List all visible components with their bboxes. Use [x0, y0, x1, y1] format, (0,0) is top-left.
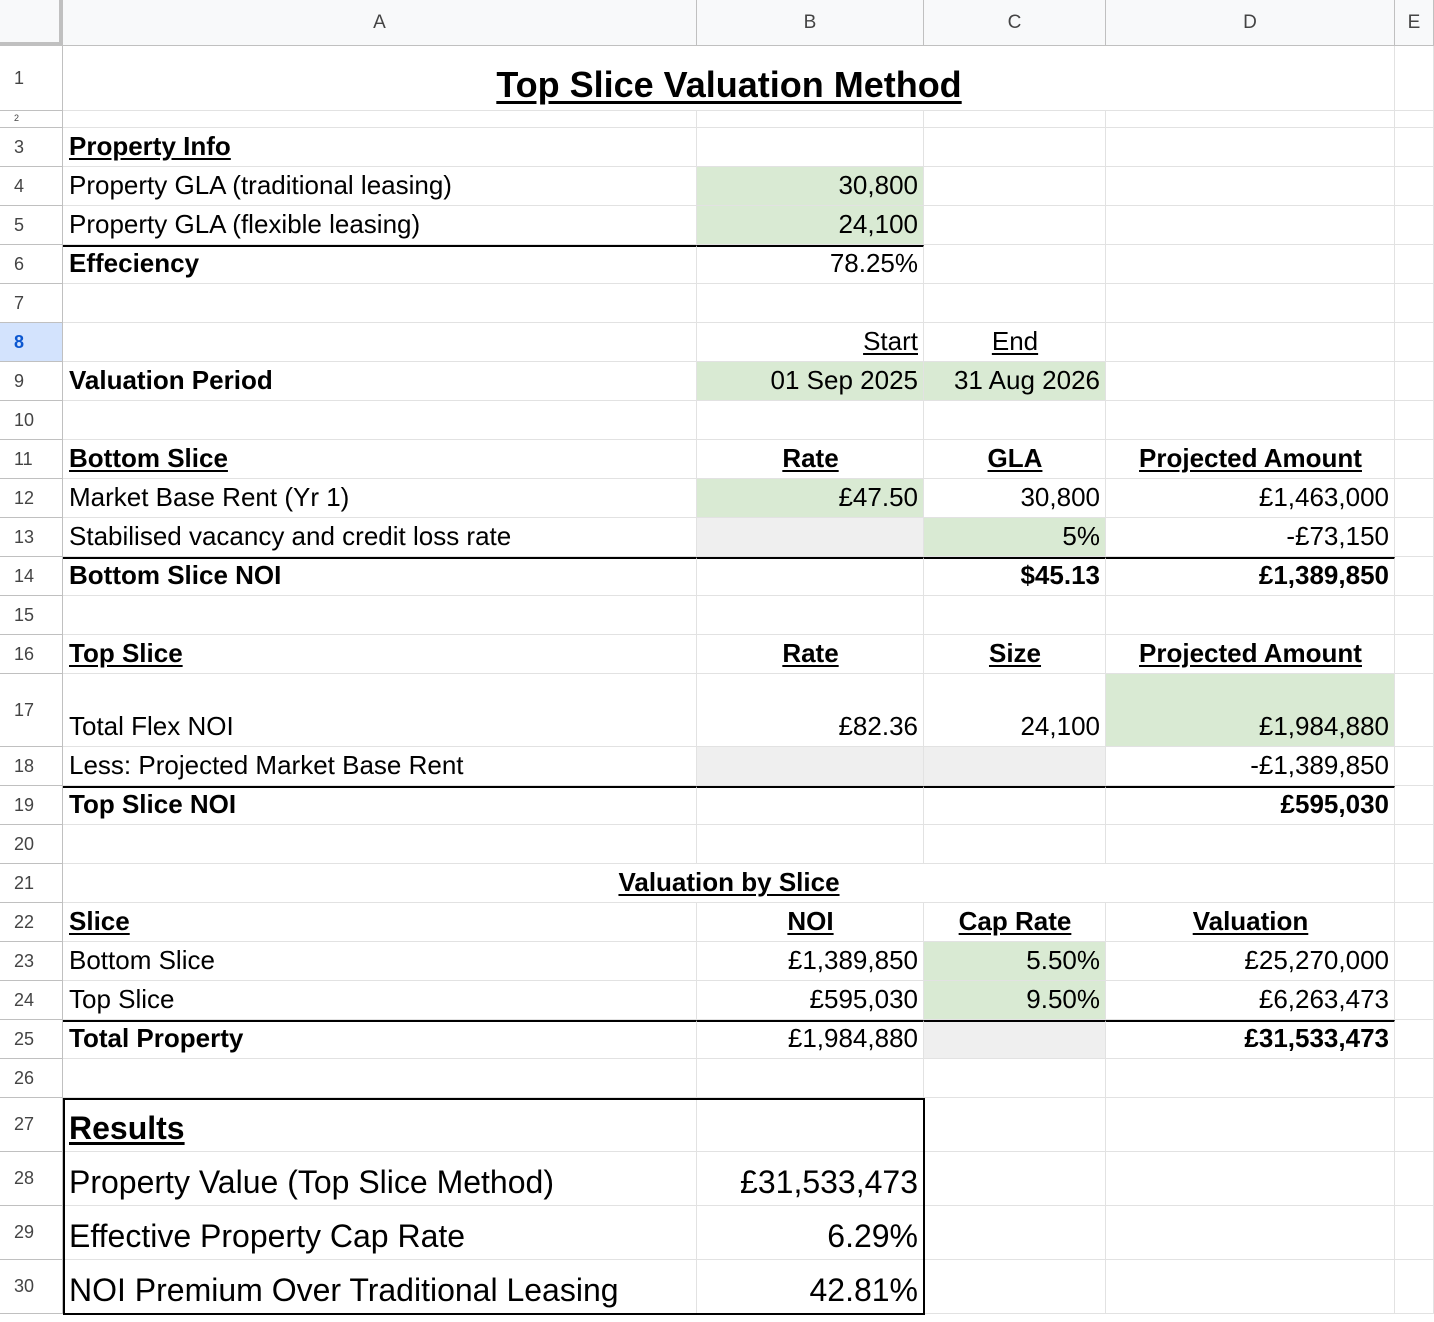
cell-e20[interactable]: [1395, 825, 1434, 864]
cell-d7[interactable]: [1106, 284, 1395, 323]
cell-e8[interactable]: [1395, 323, 1434, 362]
bottom-slice-heading[interactable]: Bottom Slice: [63, 440, 697, 479]
cell-e11[interactable]: [1395, 440, 1434, 479]
gla-traditional-label[interactable]: Property GLA (traditional leasing): [63, 167, 697, 206]
total-property-valuation[interactable]: £31,533,473: [1106, 1020, 1395, 1059]
row-header-10[interactable]: 10: [0, 401, 63, 440]
cell-e25[interactable]: [1395, 1020, 1434, 1059]
cell-a8[interactable]: [63, 323, 697, 362]
efficiency-value[interactable]: 78.25%: [697, 245, 924, 284]
top-size-header[interactable]: Size: [924, 635, 1106, 674]
cell-d15[interactable]: [1106, 596, 1395, 635]
market-rent-gla[interactable]: 30,800: [924, 479, 1106, 518]
gla-flexible-input[interactable]: 24,100: [697, 206, 924, 245]
total-cap-empty[interactable]: [924, 1020, 1106, 1059]
valuation-by-slice-heading[interactable]: Valuation by Slice: [63, 864, 1395, 903]
cell-d20[interactable]: [1106, 825, 1395, 864]
cell-e30[interactable]: [1395, 1260, 1434, 1314]
cell-e17[interactable]: [1395, 674, 1434, 747]
cell-e6[interactable]: [1395, 245, 1434, 284]
less-empty-rate[interactable]: [697, 747, 924, 786]
top-noi-empty-c[interactable]: [924, 786, 1106, 825]
cell-c30[interactable]: [924, 1260, 1106, 1314]
cell-e4[interactable]: [1395, 167, 1434, 206]
cell-a10[interactable]: [63, 401, 697, 440]
property-value-label[interactable]: Property Value (Top Slice Method): [63, 1152, 697, 1206]
slice-header[interactable]: Slice: [63, 903, 697, 942]
column-header-a[interactable]: A: [63, 0, 697, 46]
column-header-e[interactable]: E: [1395, 0, 1434, 46]
row-header-20[interactable]: 20: [0, 825, 63, 864]
row-header-23[interactable]: 23: [0, 942, 63, 981]
flex-noi-label[interactable]: Total Flex NOI: [63, 674, 697, 747]
row-header-14[interactable]: 14: [0, 557, 63, 596]
cell-a26[interactable]: [63, 1059, 697, 1098]
end-header[interactable]: End: [924, 323, 1106, 362]
cell-e7[interactable]: [1395, 284, 1434, 323]
row-header-9[interactable]: 9: [0, 362, 63, 401]
column-header-d[interactable]: D: [1106, 0, 1395, 46]
cell-c29[interactable]: [924, 1206, 1106, 1260]
cell-d8[interactable]: [1106, 323, 1395, 362]
cell-c26[interactable]: [924, 1059, 1106, 1098]
efficiency-label[interactable]: Effeciency: [63, 245, 697, 284]
row-header-13[interactable]: 13: [0, 518, 63, 557]
cell-c3[interactable]: [924, 128, 1106, 167]
market-rent-rate-input[interactable]: £47.50: [697, 479, 924, 518]
cell-b3[interactable]: [697, 128, 924, 167]
top-noi-label[interactable]: Top Slice NOI: [63, 786, 697, 825]
top-slice-row-label[interactable]: Top Slice: [63, 981, 697, 1020]
cell-c27[interactable]: [924, 1098, 1106, 1152]
cell-b15[interactable]: [697, 596, 924, 635]
cell-e15[interactable]: [1395, 596, 1434, 635]
flex-noi-amount-input[interactable]: £1,984,880: [1106, 674, 1395, 747]
cell-d26[interactable]: [1106, 1059, 1395, 1098]
cell-c2[interactable]: [924, 111, 1106, 128]
cell-d29[interactable]: [1106, 1206, 1395, 1260]
row-header-5[interactable]: 5: [0, 206, 63, 245]
top-slice-noi[interactable]: £595,030: [697, 981, 924, 1020]
bottom-noi-label[interactable]: Bottom Slice NOI: [63, 557, 697, 596]
row-header-30[interactable]: 30: [0, 1260, 63, 1314]
gla-flexible-label[interactable]: Property GLA (flexible leasing): [63, 206, 697, 245]
market-rent-amount[interactable]: £1,463,000: [1106, 479, 1395, 518]
row-header-17[interactable]: 17: [0, 674, 63, 747]
end-date-input[interactable]: 31 Aug 2026: [924, 362, 1106, 401]
bottom-slice-row-label[interactable]: Bottom Slice: [63, 942, 697, 981]
effective-cap-rate[interactable]: 6.29%: [697, 1206, 924, 1260]
flex-noi-size[interactable]: 24,100: [924, 674, 1106, 747]
flex-noi-rate[interactable]: £82.36: [697, 674, 924, 747]
cell-c28[interactable]: [924, 1152, 1106, 1206]
cell-e26[interactable]: [1395, 1059, 1434, 1098]
property-value[interactable]: £31,533,473: [697, 1152, 924, 1206]
sheet-title[interactable]: Top Slice Valuation Method: [63, 46, 1395, 111]
cell-d6[interactable]: [1106, 245, 1395, 284]
row-header-15[interactable]: 15: [0, 596, 63, 635]
row-header-21[interactable]: 21: [0, 864, 63, 903]
column-header-b[interactable]: B: [697, 0, 924, 46]
cell-d28[interactable]: [1106, 1152, 1395, 1206]
cell-d4[interactable]: [1106, 167, 1395, 206]
bottom-amount-header[interactable]: Projected Amount: [1106, 440, 1395, 479]
row-header-25[interactable]: 25: [0, 1020, 63, 1059]
cell-a2[interactable]: [63, 111, 697, 128]
cell-e23[interactable]: [1395, 942, 1434, 981]
cell-e5[interactable]: [1395, 206, 1434, 245]
cell-e18[interactable]: [1395, 747, 1434, 786]
cell-b10[interactable]: [697, 401, 924, 440]
less-empty-size[interactable]: [924, 747, 1106, 786]
cell-e14[interactable]: [1395, 557, 1434, 596]
row-header-18[interactable]: 18: [0, 747, 63, 786]
market-rent-label[interactable]: Market Base Rent (Yr 1): [63, 479, 697, 518]
row-header-1[interactable]: 1: [0, 46, 63, 111]
results-heading[interactable]: Results: [63, 1098, 697, 1152]
cell-e10[interactable]: [1395, 401, 1434, 440]
valuation-period-label[interactable]: Valuation Period: [63, 362, 697, 401]
start-header[interactable]: Start: [697, 323, 924, 362]
cell-e3[interactable]: [1395, 128, 1434, 167]
row-header-7[interactable]: 7: [0, 284, 63, 323]
cell-d3[interactable]: [1106, 128, 1395, 167]
cell-e9[interactable]: [1395, 362, 1434, 401]
cell-e21[interactable]: [1395, 864, 1434, 903]
less-market-rent-amount[interactable]: -£1,389,850: [1106, 747, 1395, 786]
noi-header[interactable]: NOI: [697, 903, 924, 942]
cell-e19[interactable]: [1395, 786, 1434, 825]
top-amount-header[interactable]: Projected Amount: [1106, 635, 1395, 674]
top-rate-header[interactable]: Rate: [697, 635, 924, 674]
row-header-8[interactable]: 8: [0, 323, 63, 362]
bottom-rate-header[interactable]: Rate: [697, 440, 924, 479]
total-property-label[interactable]: Total Property: [63, 1020, 697, 1059]
cell-e16[interactable]: [1395, 635, 1434, 674]
cell-a15[interactable]: [63, 596, 697, 635]
row-header-28[interactable]: 28: [0, 1152, 63, 1206]
bottom-slice-valuation[interactable]: £25,270,000: [1106, 942, 1395, 981]
cell-d9[interactable]: [1106, 362, 1395, 401]
row-header-27[interactable]: 27: [0, 1098, 63, 1152]
vacancy-label[interactable]: Stabilised vacancy and credit loss rate: [63, 518, 697, 557]
cell-c5[interactable]: [924, 206, 1106, 245]
bottom-noi-amount[interactable]: £1,389,850: [1106, 557, 1395, 596]
row-header-11[interactable]: 11: [0, 440, 63, 479]
effective-cap-rate-label[interactable]: Effective Property Cap Rate: [63, 1206, 697, 1260]
row-header-3[interactable]: 3: [0, 128, 63, 167]
top-slice-heading[interactable]: Top Slice: [63, 635, 697, 674]
start-date-input[interactable]: 01 Sep 2025: [697, 362, 924, 401]
vacancy-amount[interactable]: -£73,150: [1106, 518, 1395, 557]
cell-e27[interactable]: [1395, 1098, 1434, 1152]
cap-rate-header[interactable]: Cap Rate: [924, 903, 1106, 942]
row-header-22[interactable]: 22: [0, 903, 63, 942]
top-slice-valuation[interactable]: £6,263,473: [1106, 981, 1395, 1020]
total-property-noi[interactable]: £1,984,880: [697, 1020, 924, 1059]
cell-d30[interactable]: [1106, 1260, 1395, 1314]
top-noi-empty-b[interactable]: [697, 786, 924, 825]
cell-d5[interactable]: [1106, 206, 1395, 245]
row-header-24[interactable]: 24: [0, 981, 63, 1020]
cell-b7[interactable]: [697, 284, 924, 323]
row-header-16[interactable]: 16: [0, 635, 63, 674]
row-header-6[interactable]: 6: [0, 245, 63, 284]
row-header-19[interactable]: 19: [0, 786, 63, 825]
cell-d10[interactable]: [1106, 401, 1395, 440]
cell-c6[interactable]: [924, 245, 1106, 284]
cell-c10[interactable]: [924, 401, 1106, 440]
cell-b26[interactable]: [697, 1059, 924, 1098]
noi-premium-label[interactable]: NOI Premium Over Traditional Leasing: [63, 1260, 697, 1314]
row-header-26[interactable]: 26: [0, 1059, 63, 1098]
cell-b2[interactable]: [697, 111, 924, 128]
cell-e1[interactable]: [1395, 46, 1434, 111]
cell-c15[interactable]: [924, 596, 1106, 635]
cell-e29[interactable]: [1395, 1206, 1434, 1260]
property-info-heading[interactable]: Property Info: [63, 128, 697, 167]
cell-e28[interactable]: [1395, 1152, 1434, 1206]
cell-c7[interactable]: [924, 284, 1106, 323]
cell-b27[interactable]: [697, 1098, 924, 1152]
column-header-c[interactable]: C: [924, 0, 1106, 46]
noi-premium[interactable]: 42.81%: [697, 1260, 924, 1314]
top-noi-amount[interactable]: £595,030: [1106, 786, 1395, 825]
cell-b20[interactable]: [697, 825, 924, 864]
gla-traditional-input[interactable]: 30,800: [697, 167, 924, 206]
cell-d2[interactable]: [1106, 111, 1395, 128]
cell-e12[interactable]: [1395, 479, 1434, 518]
bottom-cap-rate-input[interactable]: 5.50%: [924, 942, 1106, 981]
cell-e24[interactable]: [1395, 981, 1434, 1020]
valuation-header[interactable]: Valuation: [1106, 903, 1395, 942]
row-header-4[interactable]: 4: [0, 167, 63, 206]
cell-e2[interactable]: [1395, 111, 1434, 128]
cell-c20[interactable]: [924, 825, 1106, 864]
vacancy-rate-input[interactable]: 5%: [924, 518, 1106, 557]
bottom-noi-empty[interactable]: [697, 557, 924, 596]
bottom-gla-header[interactable]: GLA: [924, 440, 1106, 479]
cell-e22[interactable]: [1395, 903, 1434, 942]
vacancy-empty-cell[interactable]: [697, 518, 924, 557]
row-header-2[interactable]: 2: [0, 111, 63, 128]
select-all-corner[interactable]: [0, 0, 63, 46]
cell-a20[interactable]: [63, 825, 697, 864]
bottom-noi-rate[interactable]: $45.13: [924, 557, 1106, 596]
cell-d27[interactable]: [1106, 1098, 1395, 1152]
less-market-rent-label[interactable]: Less: Projected Market Base Rent: [63, 747, 697, 786]
cell-a7[interactable]: [63, 284, 697, 323]
cell-c4[interactable]: [924, 167, 1106, 206]
bottom-slice-noi[interactable]: £1,389,850: [697, 942, 924, 981]
row-header-29[interactable]: 29: [0, 1206, 63, 1260]
cell-e13[interactable]: [1395, 518, 1434, 557]
row-header-12[interactable]: 12: [0, 479, 63, 518]
top-cap-rate-input[interactable]: 9.50%: [924, 981, 1106, 1020]
